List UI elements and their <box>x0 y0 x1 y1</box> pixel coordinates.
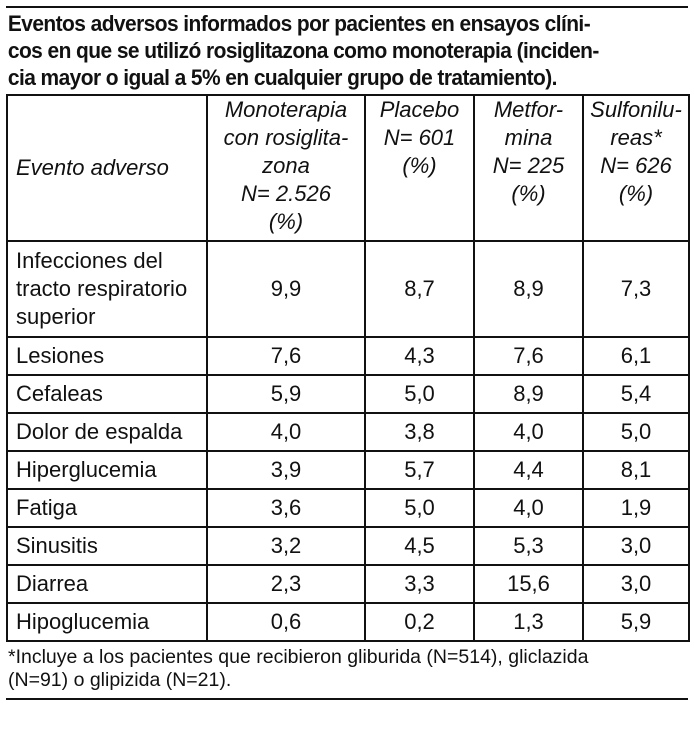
header-metformina <box>474 95 583 241</box>
event-name <box>7 241 207 337</box>
event-line: Infecciones del <box>16 248 163 273</box>
footnote-line: (N=91) o glipizida (N=21). <box>8 669 232 691</box>
event-name: Dolor de espalda <box>7 413 207 451</box>
value-cell: 7,6 <box>474 337 583 375</box>
adverse-events-table <box>6 94 690 642</box>
value-cell: 3,0 <box>583 565 689 603</box>
document <box>6 6 688 700</box>
table-row <box>7 489 689 527</box>
value-cell: 5,9 <box>583 603 689 641</box>
header-line: N= 225 <box>492 153 565 178</box>
header-line: con rosiglita- <box>223 125 349 150</box>
header-line: zona <box>262 153 310 178</box>
header-line: Monoterapia <box>224 97 348 122</box>
title-line: cia mayor o igual a 5% en cualquier grupo de tratamiento). <box>7 65 557 90</box>
table-row <box>7 565 689 603</box>
value-cell: 1,9 <box>583 489 689 527</box>
value-cell: 4,4 <box>474 451 583 489</box>
value-cell: 8,7 <box>365 241 474 337</box>
header-line: (%) <box>402 153 437 178</box>
value-cell: 0,6 <box>207 603 365 641</box>
value-cell: 5,0 <box>583 413 689 451</box>
title-line: cos en que se utilizó rosiglitazona como monoterapia (inciden- <box>7 38 599 63</box>
header-line: mina <box>504 125 553 150</box>
value-cell: 5,0 <box>365 375 474 413</box>
value-cell: 3,2 <box>207 527 365 565</box>
value-cell: 4,0 <box>474 489 583 527</box>
header-line: (%) <box>511 181 546 206</box>
event-name: Diarrea <box>7 565 207 603</box>
event-name: Cefaleas <box>7 375 207 413</box>
table-row <box>7 527 689 565</box>
header-line: N= 601 <box>383 125 456 150</box>
table-row <box>7 451 689 489</box>
header-line: Placebo <box>379 97 460 122</box>
value-cell: 7,3 <box>583 241 689 337</box>
event-name: Sinusitis <box>7 527 207 565</box>
value-cell: 4,0 <box>474 413 583 451</box>
value-cell: 5,7 <box>365 451 474 489</box>
value-cell: 4,5 <box>365 527 474 565</box>
header-line: Sulfonilu- <box>590 97 682 122</box>
event-name: Fatiga <box>7 489 207 527</box>
value-cell: 3,8 <box>365 413 474 451</box>
value-cell: 8,1 <box>583 451 689 489</box>
header-line: Metfor- <box>493 97 564 122</box>
footnote <box>6 642 688 700</box>
value-cell: 5,0 <box>365 489 474 527</box>
event-name: Hiperglucemia <box>7 451 207 489</box>
value-cell: 5,4 <box>583 375 689 413</box>
value-cell: 3,6 <box>207 489 365 527</box>
table-row <box>7 337 689 375</box>
table-row <box>7 413 689 451</box>
value-cell: 4,0 <box>207 413 365 451</box>
value-cell: 5,3 <box>474 527 583 565</box>
value-cell: 3,0 <box>583 527 689 565</box>
value-cell: 8,9 <box>474 241 583 337</box>
header-rosiglitazona <box>207 95 365 241</box>
value-cell: 2,3 <box>207 565 365 603</box>
header-event: Evento adverso <box>7 95 207 241</box>
value-cell: 15,6 <box>474 565 583 603</box>
table-row <box>7 241 689 337</box>
header-line: N= 626 <box>600 153 672 178</box>
header-line: reas* <box>610 125 662 150</box>
header-sulfonilureas <box>583 95 689 241</box>
table-title <box>6 8 688 94</box>
value-cell: 3,3 <box>365 565 474 603</box>
value-cell: 8,9 <box>474 375 583 413</box>
event-name: Lesiones <box>7 337 207 375</box>
value-cell: 0,2 <box>365 603 474 641</box>
footnote-line: *Incluye a los pacientes que recibieron gliburida (N=514), gliclazida <box>8 646 589 668</box>
event-line: tracto respiratorio <box>16 276 188 301</box>
event-name: Hipoglucemia <box>7 603 207 641</box>
value-cell: 7,6 <box>207 337 365 375</box>
value-cell: 6,1 <box>583 337 689 375</box>
value-cell: 9,9 <box>207 241 365 337</box>
table-row <box>7 603 689 641</box>
header-line: N= 2.526 <box>241 181 331 206</box>
value-cell: 4,3 <box>365 337 474 375</box>
table-row <box>7 375 689 413</box>
header-line: (%) <box>268 209 304 234</box>
value-cell: 1,3 <box>474 603 583 641</box>
value-cell: 3,9 <box>207 451 365 489</box>
header-line: (%) <box>618 181 654 206</box>
event-line: superior <box>16 304 96 329</box>
header-placebo <box>365 95 474 241</box>
title-line: Eventos adversos informados por pacientes en ensayos clíni- <box>7 11 591 36</box>
header-row <box>7 95 689 241</box>
value-cell: 5,9 <box>207 375 365 413</box>
